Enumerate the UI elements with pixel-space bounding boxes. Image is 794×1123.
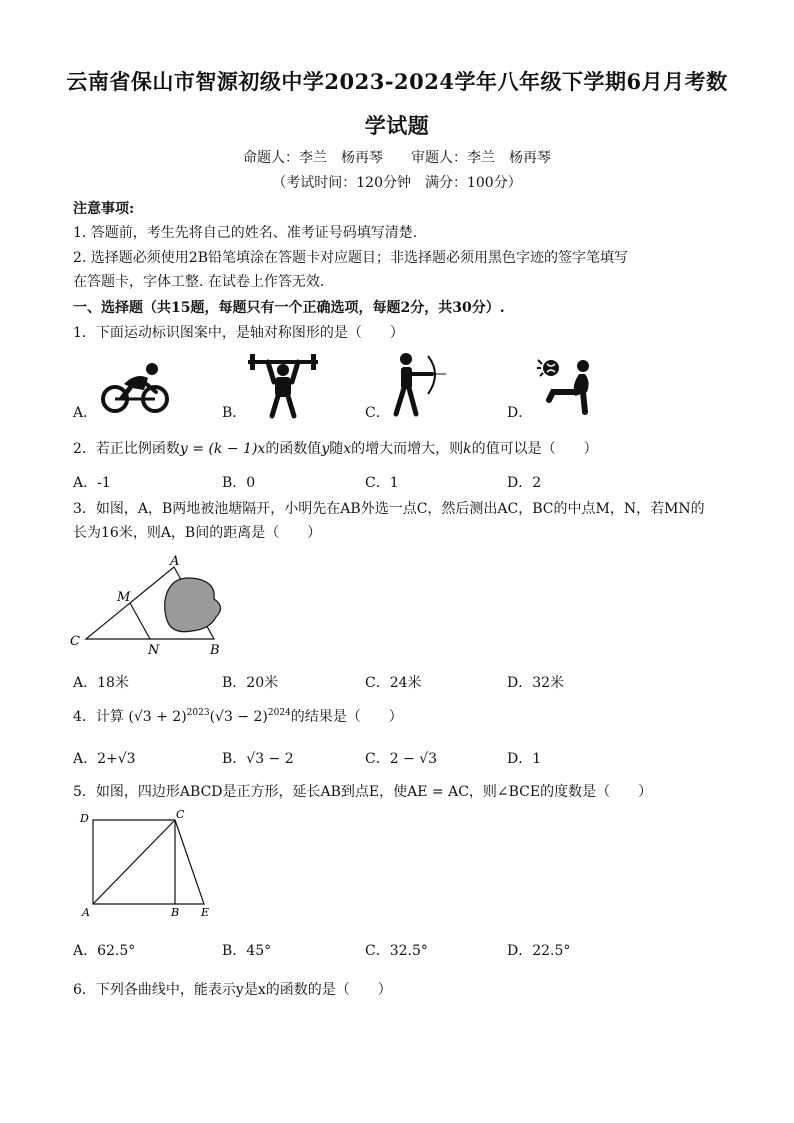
notes-heading: 注意事项: (73, 201, 135, 217)
weightlifter-icon (248, 352, 318, 418)
q4-option-d: D．1 (507, 751, 542, 767)
exam-info: （考试时间：120分钟 满分：100分） (272, 175, 522, 191)
q4-option-a: A．2+√3 (73, 751, 136, 767)
q5-option-d: D．22.5° (507, 943, 571, 959)
q2-option-c: C．1 (365, 475, 399, 491)
section1-heading: 一、选择题（共15题，每题只有一个正确选项，每题2分，共30分）. (73, 300, 505, 316)
label-e: E (201, 906, 210, 919)
q3-stem-line1: 3．如图，A，B两地被池塘隔开，小明先在AB外选一点C，然后测出AC，BC的中点M，N，若MN的 (73, 501, 705, 517)
q4-stem: 4．计算 $(√3 + 2)^{2023}(√3 - 2)^{2024}$的结果是（ ） (73, 708, 403, 725)
label-a: A (82, 906, 90, 919)
cyclist-icon (100, 362, 172, 414)
exam-title-line2: 学试题 (364, 113, 430, 138)
q3-option-c: C．24米 (365, 675, 422, 691)
q3-option-a: A．18米 (73, 675, 129, 691)
label-d: D (80, 812, 89, 825)
label-a: A (170, 554, 180, 569)
segment-be-ce (175, 820, 204, 904)
question-setters: 命题人：李兰 杨再琴 审题人：李兰 杨再琴 (243, 150, 551, 166)
archer-icon (392, 352, 448, 416)
q2-option-b: B．0 (222, 475, 256, 491)
q5-square-figure (78, 808, 218, 920)
label-c: C (70, 634, 80, 649)
diagonal-ac (93, 820, 175, 904)
label-m: M (117, 590, 131, 605)
q3-option-b: B．20米 (222, 675, 279, 691)
q2-option-d: D．2 (507, 475, 542, 491)
q3-option-d: D．32米 (507, 675, 565, 691)
q5-option-c: C．32.5° (365, 943, 428, 959)
q2-option-a: A．-1 (73, 475, 111, 491)
exam-title-line1: 云南省保山市智源初级中学2023-2024学年八年级下学期6月月考数 (66, 69, 728, 94)
q1-option-a: A． (73, 405, 98, 421)
notes-item-2a: 2. 选择题必须使用2B铅笔填涂在答题卡对应题目；非选择题必须用黑色字迹的签字笔填写 (73, 250, 629, 266)
q1-option-c: C． (365, 405, 390, 421)
q1-stem: 1．下面运动标识图案中，是轴对称图形的是（ ） (73, 325, 404, 341)
label-n: N (148, 643, 160, 658)
q2-formula: y = (k − 1)x (179, 441, 266, 457)
q5-option-b: B．45° (222, 943, 272, 959)
notes-item-1: 1. 答题前，考生先将自己的姓名、准考证号码填写清楚. (73, 225, 418, 241)
q4-option-c: C．2 − √3 (365, 751, 438, 767)
q3-pond-triangle-figure (66, 553, 236, 659)
soccer-kick-icon (535, 356, 597, 414)
q4-option-b: B．√3 − 2 (222, 751, 294, 767)
q2-stem: 2．若正比例函数y = (k − 1)x的函数值y随x的增大而增大，则k的值可以是（ ） (73, 441, 598, 457)
q1-option-b: B． (222, 405, 247, 421)
notes-item-2b: 在答题卡，字体工整. 在试卷上作答无效. (73, 274, 325, 290)
q5-option-a: A．62.5° (73, 943, 136, 959)
q6-stem: 6．下列各曲线中，能表示y是x的函数的是（ ） (73, 982, 392, 998)
label-b: B (171, 906, 180, 919)
q5-stem: 5．如图，四边形ABCD是正方形，延长AB到点E，使AE = AC，则∠BCE的度数是（ ） (73, 784, 653, 800)
label-c: C (176, 808, 185, 821)
pond-shape (165, 578, 221, 632)
midline-mn (130, 603, 150, 639)
q1-option-d: D． (507, 405, 533, 421)
label-b: B (210, 643, 220, 658)
q4-expression: $(√3 + 2)^{2023}(√3 - 2)^{2024}$ (128, 708, 291, 725)
q3-stem-line2: 长为16米，则A，B间的距离是（ ） (73, 525, 322, 541)
